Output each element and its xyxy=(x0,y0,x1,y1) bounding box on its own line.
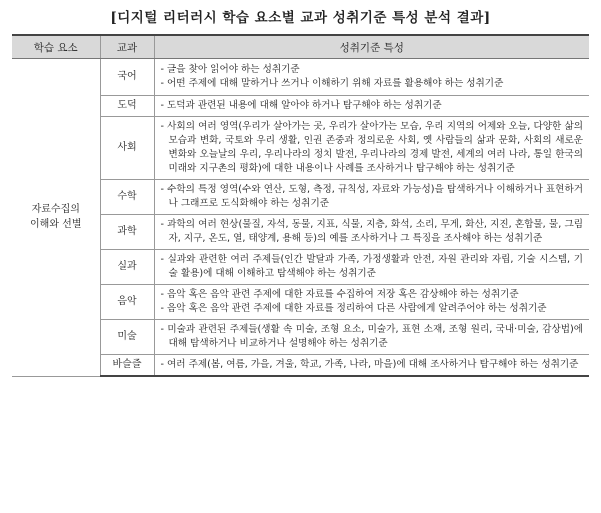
feature-line: - 여러 주제(봄, 여름, 가을, 겨울, 학교, 가족, 나라, 마을)에 대해 조사하거나 탐구해야 하는 성취기준 xyxy=(160,359,579,370)
feature-cell xyxy=(154,96,589,117)
table-row xyxy=(12,59,589,96)
subject-cell: 국어 xyxy=(100,59,154,96)
feature-line: - 과학의 여러 현상(물질, 자석, 동물, 지표, 식물, 지층, 화석, 소리, 무게, 화산, 지진, 혼합물, 물, 그림자, 지구, 온도, 열, 태양계, 용해 등)의 예를 조사하거나 그 특징을 조사해야 하는 성취기준 xyxy=(160,219,583,244)
element-label-line: 자료수집의 xyxy=(31,204,80,216)
subject-cell: 미술 xyxy=(100,320,154,355)
feature-line: - 어떤 주제에 대해 말하거나 쓰거나 이해하기 위해 자료를 활용해야 하는 성취기준 xyxy=(160,78,504,89)
header-element: 학습 요소 xyxy=(12,35,100,59)
feature-line: - 사회의 여러 영역(우리가 살아가는 곳, 우리가 살아가는 모습, 우리 지역의 어제와 오늘, 다양한 삶의 모습과 변화, 국토와 우리 생활, 인권 존중과 정의로운 사회, 옛 사람들의 삶과 문화, 사회의 새로운 변화와 오늘날의 우리, 우리나라의 정치 발전, 우리나라의 경제 발전, 세계의 여러 나라, 통일 한국의 미래와 지구촌의 평화)에 대한 내용이나 사례를 조사하거나 탐구해야 하는 성취기준 xyxy=(160,121,583,174)
subject-cell: 사회 xyxy=(100,117,154,180)
subject-cell: 실과 xyxy=(100,250,154,285)
feature-cell xyxy=(154,117,589,180)
subject-cell: 바슬즐 xyxy=(100,355,154,377)
header-subject: 교과 xyxy=(100,35,154,59)
element-cell xyxy=(12,59,100,377)
feature-line: - 미술과 관련된 주제들(생활 속 미술, 조형 요소, 미술가, 표현 소재, 조형 원리, 국내·미술, 감상법)에 대해 탐색하거나 비교하거나 설명해야 하는 성취기준 xyxy=(160,324,583,349)
feature-cell xyxy=(154,320,589,355)
page-title: [디지털 리터러시 학습 요소별 교과 성취기준 특성 분석 결과] xyxy=(110,10,491,26)
feature-line: - 수학의 특정 영역(수와 연산, 도형, 측정, 규칙성, 자료와 가능성)을 탐색하거나 이해하거나 표현하거나 그래프로 도식화해야 하는 성취기준 xyxy=(160,184,583,209)
table-header-row xyxy=(12,35,589,59)
subject-cell: 도덕 xyxy=(100,96,154,117)
feature-line: - 실과와 관련한 여러 주제들(인간 발달과 가족, 가정생활과 안전, 자원 관리와 자립, 기술 시스템, 기술 활용)에 대해 이해하고 탐색해야 하는 성취기준 xyxy=(160,254,583,279)
subject-cell: 음악 xyxy=(100,285,154,320)
feature-cell xyxy=(154,285,589,320)
header-feature: 성취기준 특성 xyxy=(154,35,589,59)
subject-cell: 수학 xyxy=(100,180,154,215)
feature-line: - 도덕과 관련된 내용에 대해 알아야 하거나 탐구해야 하는 성취기준 xyxy=(160,100,442,111)
analysis-table xyxy=(12,34,589,377)
feature-cell xyxy=(154,355,589,377)
feature-cell xyxy=(154,180,589,215)
feature-line: - 글을 찾아 읽어야 하는 성취기준 xyxy=(160,64,300,75)
feature-cell xyxy=(154,250,589,285)
subject-cell: 과학 xyxy=(100,215,154,250)
element-label-line: 이해와 선별 xyxy=(30,219,82,231)
feature-cell xyxy=(154,59,589,96)
feature-line: - 음악 혹은 음악 관련 주제에 대한 자료를 정리하여 다른 사람에게 알려주어야 하는 성취기준 xyxy=(160,303,547,314)
feature-cell xyxy=(154,215,589,250)
feature-line: - 음악 혹은 음악 관련 주제에 대한 자료를 수집하여 저장 혹은 감상해야 하는 성취기준 xyxy=(160,289,519,300)
